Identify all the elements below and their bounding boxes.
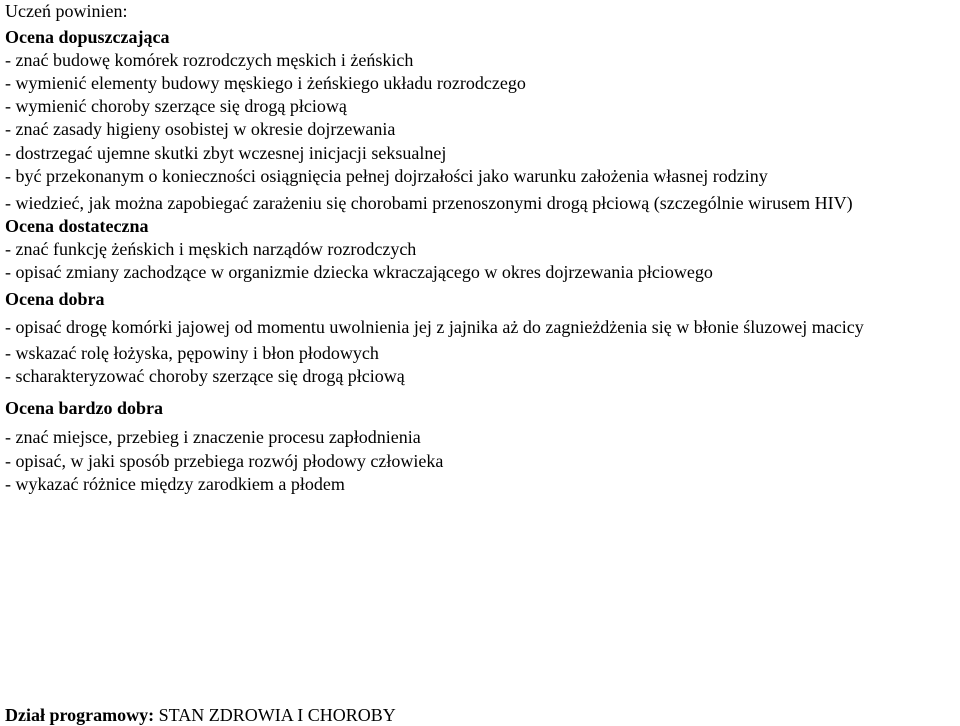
list-item: - znać miejsce, przebieg i znaczenie procesu zapłodnienia (5, 427, 421, 447)
section-heading-dopuszczajaca: Ocena dopuszczająca (5, 27, 170, 47)
list-item: - opisać zmiany zachodzące w organizmie dziecka wkraczającego w okres dojrzewania płciowego (5, 262, 713, 282)
program-section-label: Dział programowy: (5, 705, 155, 725)
list-item: - wiedzieć, jak można zapobiegać zarażeniu się chorobami przenoszonymi drogą płciową (szczególnie wirusem HIV) (5, 193, 853, 213)
list-item: - opisać drogę komórki jajowej od momentu uwolnienia jej z jajnika aż do zagnieżdżenia się w błonie śluzowej macicy (5, 317, 864, 337)
program-section-value: STAN ZDROWIA I CHOROBY (158, 705, 396, 725)
section-heading-bardzo-dobra: Ocena bardzo dobra (5, 398, 164, 418)
list-item: - opisać, w jaki sposób przebiega rozwój płodowy człowieka (5, 451, 444, 471)
list-item: - wymienić choroby szerzące się drogą płciową (5, 96, 347, 116)
list-item: - znać budowę komórek rozrodczych męskich i żeńskich (5, 50, 414, 70)
list-item: - znać zasady higieny osobistej w okresie dojrzewania (5, 119, 396, 139)
list-item: - wykazać różnice między zarodkiem a płodem (5, 474, 345, 494)
intro-text: Uczeń powinien: (5, 1, 128, 21)
list-item: - być przekonanym o konieczności osiągnięcia pełnej dojrzałości jako warunku założenia własnej rodziny (5, 166, 768, 186)
document-page (5, 0, 957, 726)
list-item: - wskazać rolę łożyska, pępowiny i błon płodowych (5, 343, 379, 363)
section-heading-dobra: Ocena dobra (5, 289, 105, 309)
list-item: - dostrzegać ujemne skutki zbyt wczesnej inicjacji seksualnej (5, 143, 447, 163)
list-item: - wymienić elementy budowy męskiego i żeńskiego układu rozrodczego (5, 73, 526, 93)
section-heading-dostateczna: Ocena dostateczna (5, 216, 149, 236)
list-item: - scharakteryzować choroby szerzące się drogą płciową (5, 366, 405, 386)
list-item: - znać funkcję żeńskich i męskich narządów rozrodczych (5, 239, 417, 259)
program-section-footer (5, 704, 396, 726)
